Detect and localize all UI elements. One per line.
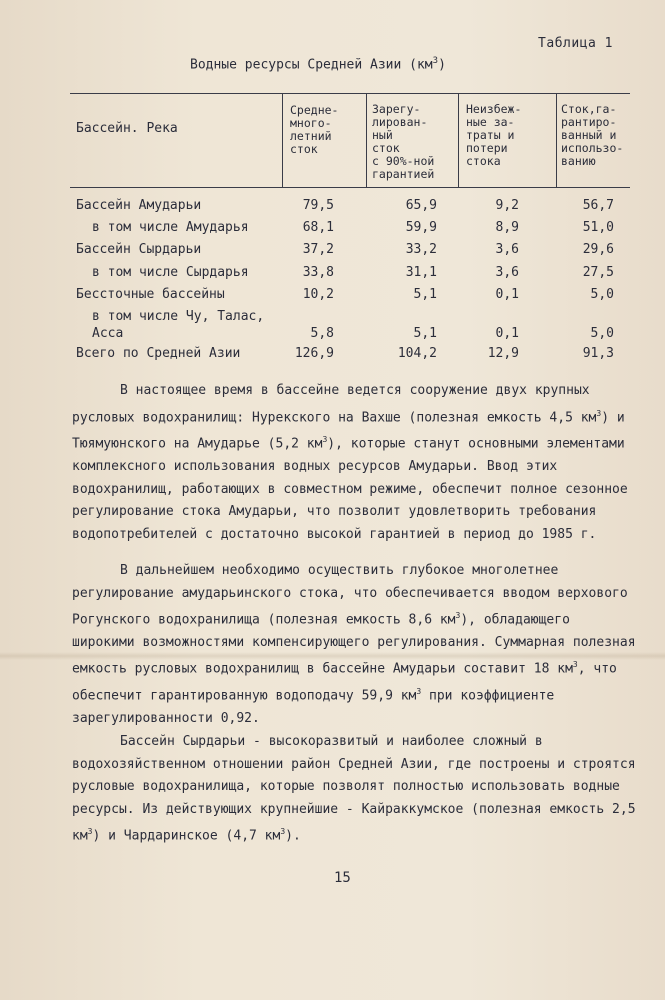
row-value-col1: 68,1 bbox=[302, 220, 334, 235]
table-row bbox=[76, 219, 636, 241]
row-value-col2: 5,1 bbox=[413, 326, 437, 341]
row-value-col3: 3,6 bbox=[495, 265, 519, 280]
table-row bbox=[76, 286, 636, 308]
paragraph-text: ) и Тюямуюнского на Амударье (5,2 км bbox=[72, 409, 625, 452]
page-number: 15 bbox=[334, 870, 351, 886]
row-value-col4: 91,3 bbox=[582, 346, 614, 361]
row-value-col3: 8,9 bbox=[495, 220, 519, 235]
paragraph-text: ), которые станут основными элементами комплексного использования водных ресурсов Амударьи. Ввод этих водохранилищ, работающих в совместном режиме, обеспечит полное сезонное регулирование стока Амударьи, что позволит удовлетворить требования водопотребителей с достаточно высокой гарантией в период до 1985 г. bbox=[72, 436, 628, 542]
paragraph-text: при коэффициенте зарегулированности 0,92. bbox=[72, 688, 555, 726]
table-row bbox=[76, 197, 636, 219]
row-value-col2: 5,1 bbox=[413, 287, 437, 302]
table-col-divider bbox=[282, 93, 283, 188]
table-header-rule bbox=[70, 187, 630, 188]
row-value-col4: 5,0 bbox=[590, 287, 614, 302]
row-value-col1: 37,2 bbox=[302, 242, 334, 257]
paragraph-text: ) и Чардаринское (4,7 км bbox=[92, 828, 281, 844]
row-name: в том числе Сырдарья bbox=[92, 265, 249, 280]
row-name: Бассейн Амударьи bbox=[76, 198, 202, 213]
row-value-col2: 33,2 bbox=[405, 242, 437, 257]
row-value-col3: 12,9 bbox=[487, 346, 519, 361]
row-name: Всего по Средней Азии bbox=[76, 346, 241, 361]
row-value-col4: 5,0 bbox=[590, 326, 614, 341]
table-row bbox=[76, 308, 636, 344]
row-value-col1: 33,8 bbox=[302, 265, 334, 280]
row-value-col2: 59,9 bbox=[405, 220, 437, 235]
table-title bbox=[190, 56, 446, 72]
header-col4: Сток,гa- рантиро- ванный и использо- ванию bbox=[561, 102, 624, 168]
table-col-divider bbox=[366, 93, 367, 188]
paragraph-3 bbox=[72, 731, 637, 848]
row-name: в том числе Чу, Талас, Асса bbox=[92, 309, 265, 341]
paragraph-text: ). bbox=[285, 828, 301, 844]
header-basin: Бассейн. Река bbox=[76, 121, 178, 136]
paragraph-text: Бассейн Сырдарьи - высокоразвитый и наиболее сложный в водохозяйственном отношении район Средней Азии, где построены и строятся русловые водохранилища, которые позволят полностью использовать водные ресурсы. Из действующих крупнейшие - Кайраккумское (полезная емкость 2,5 км bbox=[72, 734, 636, 844]
row-value-col1: 126,9 bbox=[294, 346, 334, 361]
header-col1: Средне- много- летний сток bbox=[290, 103, 339, 156]
row-name: Бессточные бассейны bbox=[76, 287, 225, 302]
superscript: 3 bbox=[596, 408, 602, 418]
row-value-col1: 5,8 bbox=[310, 326, 334, 341]
paragraph-text: ), обладающего широкими возможностями компенсирующего регулирования. Суммарная полезная емкость русловых водохранилищ в бассейне Амударьи составит 18 км bbox=[72, 612, 636, 677]
superscript: 3 bbox=[572, 660, 578, 670]
row-name: в том числе Амударья bbox=[92, 220, 249, 235]
row-value-col4: 29,6 bbox=[582, 242, 614, 257]
table-top-rule bbox=[70, 93, 630, 94]
paragraph-2 bbox=[72, 560, 637, 730]
row-value-col4: 27,5 bbox=[582, 265, 614, 280]
paragraph-text: , что обеспечит гарантированную водоподачу 59,9 км bbox=[72, 661, 617, 704]
row-value-col1: 79,5 bbox=[302, 198, 334, 213]
row-value-col4: 56,7 bbox=[582, 198, 614, 213]
table-col-divider bbox=[556, 93, 557, 188]
row-value-col3: 3,6 bbox=[495, 242, 519, 257]
table-title-text: Водные ресурсы Средней Азии (км bbox=[190, 57, 433, 73]
paragraph-text: В дальнейшем необходимо осуществить глубокое многолетнее регулирование амударьинского стока, что обеспечивается вводом верхового Рогунского водохранилища (полезная емкость 8,6 км bbox=[72, 563, 628, 628]
table-title-end: ) bbox=[438, 57, 446, 73]
superscript: 3 bbox=[416, 687, 422, 697]
table-row bbox=[76, 345, 636, 367]
table-title-sup: 3 bbox=[432, 56, 439, 66]
row-value-col3: 9,2 bbox=[495, 198, 519, 213]
row-value-col4: 51,0 bbox=[582, 220, 614, 235]
row-value-col1: 10,2 bbox=[302, 287, 334, 302]
paper-fold bbox=[0, 652, 665, 660]
row-value-col2: 104,2 bbox=[397, 346, 437, 361]
superscript: 3 bbox=[280, 827, 286, 836]
paragraph-1 bbox=[72, 380, 637, 546]
row-name: Бассейн Сырдарьи bbox=[76, 242, 202, 257]
table-row bbox=[76, 264, 636, 286]
superscript: 3 bbox=[455, 611, 461, 620]
row-value-col3: 0,1 bbox=[495, 287, 519, 302]
row-value-col3: 0,1 bbox=[495, 326, 519, 341]
paragraph-text: В настоящее время в бассейне ведется сооружение двух крупных русловых водохранилищ: Нурекского на Вахше (полезная емкость 4,5 км bbox=[72, 383, 597, 425]
row-value-col2: 65,9 bbox=[405, 198, 437, 213]
table-row bbox=[76, 241, 636, 263]
row-value-col2: 31,1 bbox=[405, 265, 437, 280]
header-col3: Неизбеж- ные за- траты и потери стока bbox=[466, 102, 522, 168]
superscript: 3 bbox=[87, 827, 93, 836]
table-label: Таблица 1 bbox=[538, 36, 613, 51]
header-col2: Зарегу- лирован- ный сток с 90%-ной гарантией bbox=[372, 102, 435, 181]
superscript: 3 bbox=[322, 435, 328, 445]
table-col-divider bbox=[458, 93, 459, 188]
